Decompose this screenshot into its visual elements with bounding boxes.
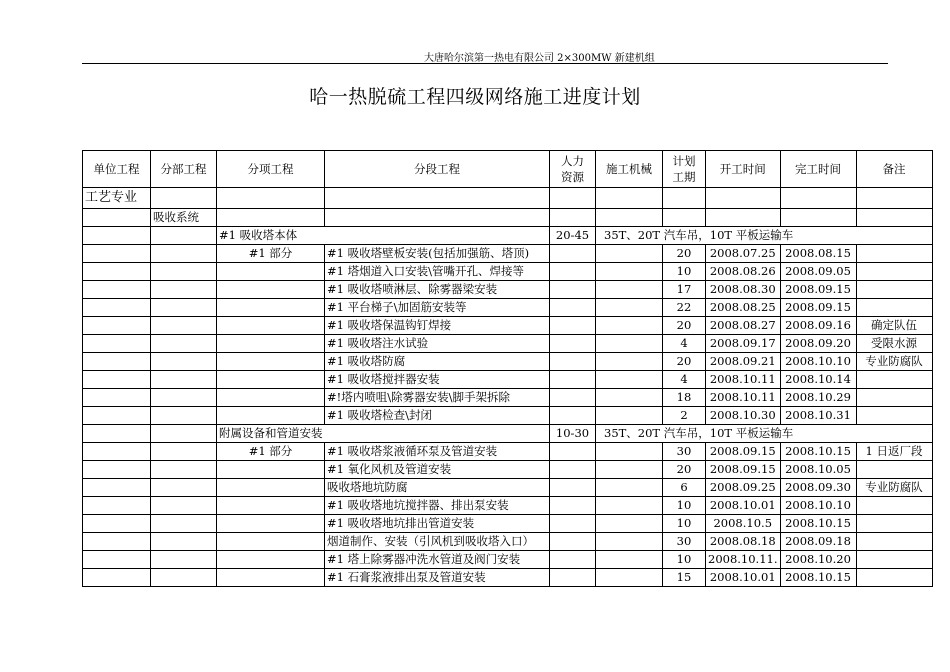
item-row-absorber [83,227,933,245]
task-start: 2008.10.11 [706,389,781,407]
task-note [856,371,932,389]
task-name: #1 吸收塔浆液循环泵及管道安装 [325,443,550,461]
item-name: #1 吸收塔本体 [217,227,325,245]
col-header-labor [550,151,596,188]
division-row [83,209,933,227]
task-name: #1 氧化风机及管道安装 [325,461,550,479]
task-end: 2008.09.16 [780,317,856,335]
item-name: 附属设备和管道安装 [217,425,325,443]
task-days: 30 [663,533,706,551]
table-row [83,353,933,371]
item-labor: 20-45 [550,227,596,245]
task-name: #!塔内喷咀\除雾器安装\脚手架拆除 [325,389,550,407]
table-row [83,569,933,587]
col-header-period-line2: 工期 [672,170,696,184]
task-start: 2008.07.25 [706,245,781,263]
task-note: 确定队伍 [856,317,932,335]
table-row [83,461,933,479]
table-row [83,389,933,407]
task-name: #1 塔上除雾器冲洗水管道及阀门安装 [325,551,550,569]
task-start: 2008.09.21 [706,353,781,371]
task-note: 受限水源 [856,335,932,353]
table-row [83,335,933,353]
col-header-note: 备注 [856,151,932,188]
task-start: 2008.10.11. [706,551,781,569]
col-header-end: 完工时间 [780,151,856,188]
task-end: 2008.09.18 [780,533,856,551]
task-end: 2008.10.29 [780,389,856,407]
task-end: 2008.10.14 [780,371,856,389]
task-end: 2008.10.05 [780,461,856,479]
task-end: 2008.09.15 [780,281,856,299]
col-header-segment: 分段工程 [325,151,550,188]
col-header-labor-line1: 人力 [561,154,584,168]
table-row [83,443,933,461]
task-days: 10 [663,551,706,569]
table-row [83,245,933,263]
task-name: #1 吸收塔保温钩钉焊接 [325,317,550,335]
task-start: 2008.10.11 [706,371,781,389]
unit-name: 工艺专业 [83,188,151,209]
task-days: 10 [663,263,706,281]
task-note [856,281,932,299]
task-start: 2008.10.30 [706,407,781,425]
task-end: 2008.10.20 [780,551,856,569]
task-end: 2008.09.15 [780,299,856,317]
task-note: 专业防腐队 [856,353,932,371]
task-note [856,245,932,263]
task-days: 20 [663,317,706,335]
task-note [856,407,932,425]
task-days: 17 [663,281,706,299]
part-label: #1 部分 [217,245,325,263]
task-name: #1 塔烟道入口安装\管嘴开孔、焊接等 [325,263,550,281]
task-start: 2008.09.15 [706,461,781,479]
task-days: 15 [663,569,706,587]
task-end: 2008.10.15 [780,569,856,587]
task-days: 4 [663,335,706,353]
task-end: 2008.10.10 [780,497,856,515]
col-header-start: 开工时间 [706,151,781,188]
task-name: #1 吸收塔防腐 [325,353,550,371]
task-days: 2 [663,407,706,425]
task-start: 2008.08.27 [706,317,781,335]
col-header-period [663,151,706,188]
table-row [83,497,933,515]
task-start: 2008.10.01 [706,569,781,587]
table-header-row [83,151,933,188]
task-note [856,551,932,569]
task-note [856,515,932,533]
item-machinery: 35T、20T 汽车吊，10T 平板运输车 [596,227,933,245]
task-name: #1 吸收塔喷淋层、除雾器梁安装 [325,281,550,299]
task-end: 2008.09.30 [780,479,856,497]
task-end: 2008.10.31 [780,407,856,425]
task-name: #1 平台梯子\加固筋安装等 [325,299,550,317]
task-name: #1 吸收塔壁板安装(包括加强筋、塔顶) [325,245,550,263]
task-start: 2008.10.01 [706,497,781,515]
task-name: #1 吸收塔注水试验 [325,335,550,353]
task-name: 吸收塔地坑防腐 [325,479,550,497]
part-label: #1 部分 [217,443,325,461]
task-note: 1 日返厂段 [856,443,932,461]
task-name: #1 吸收塔搅拌器安装 [325,371,550,389]
task-name: 烟道制作、安装（引风机到吸收塔入口） [325,533,550,551]
task-name: #1 吸收塔地坑搅拌器、排出泵安装 [325,497,550,515]
task-start: 2008.08.30 [706,281,781,299]
unit-row [83,188,933,209]
task-end: 2008.10.10 [780,353,856,371]
table-row [83,263,933,281]
task-days: 10 [663,515,706,533]
col-header-period-line1: 计划 [672,154,696,168]
task-start: 2008.08.25 [706,299,781,317]
item-machinery: 35T、20T 汽车吊，10T 平板运输车 [596,425,933,443]
item-labor: 10-30 [550,425,596,443]
task-days: 6 [663,479,706,497]
schedule-table [82,150,933,587]
task-note [856,389,932,407]
task-end: 2008.10.15 [780,443,856,461]
task-start: 2008.09.17 [706,335,781,353]
table-row [83,299,933,317]
table-row [83,515,933,533]
task-days: 10 [663,497,706,515]
task-note: 专业防腐队 [856,479,932,497]
document-title: 哈一热脱硫工程四级网络施工进度计划 [309,86,641,108]
task-days: 22 [663,299,706,317]
task-start: 2008.10.5 [706,515,781,533]
col-header-division: 分部工程 [151,151,217,188]
item-row-ancillary [83,425,933,443]
table-row [83,281,933,299]
task-note [856,299,932,317]
task-note [856,533,932,551]
task-days: 18 [663,389,706,407]
table-row [83,479,933,497]
table-row [83,551,933,569]
task-end: 2008.09.05 [780,263,856,281]
task-note [856,497,932,515]
task-start: 2008.08.26 [706,263,781,281]
task-end: 2008.10.15 [780,515,856,533]
task-days: 20 [663,461,706,479]
table-row [83,371,933,389]
task-days: 20 [663,245,706,263]
task-days: 20 [663,353,706,371]
page-header-company: 大唐哈尔滨第一热电有限公司 2×300MW 新建机组 [424,53,655,64]
task-name: #1 吸收塔地坑排出管道安装 [325,515,550,533]
task-end: 2008.08.15 [780,245,856,263]
header-rule [82,63,888,64]
task-name: #1 吸收塔检查\封闭 [325,407,550,425]
task-name: #1 石膏浆液排出泵及管道安装 [325,569,550,587]
task-days: 30 [663,443,706,461]
task-start: 2008.09.25 [706,479,781,497]
task-note [856,263,932,281]
table-row [83,533,933,551]
col-header-machinery: 施工机械 [596,151,663,188]
col-header-unit: 单位工程 [83,151,151,188]
task-note [856,569,932,587]
col-header-item: 分项工程 [217,151,325,188]
task-start: 2008.08.18 [706,533,781,551]
division-name: 吸收系统 [151,209,217,227]
table-row [83,407,933,425]
task-days: 4 [663,371,706,389]
task-end: 2008.09.20 [780,335,856,353]
task-note [856,461,932,479]
col-header-labor-line2: 资源 [561,170,584,184]
table-row [83,317,933,335]
task-start: 2008.09.15 [706,443,781,461]
